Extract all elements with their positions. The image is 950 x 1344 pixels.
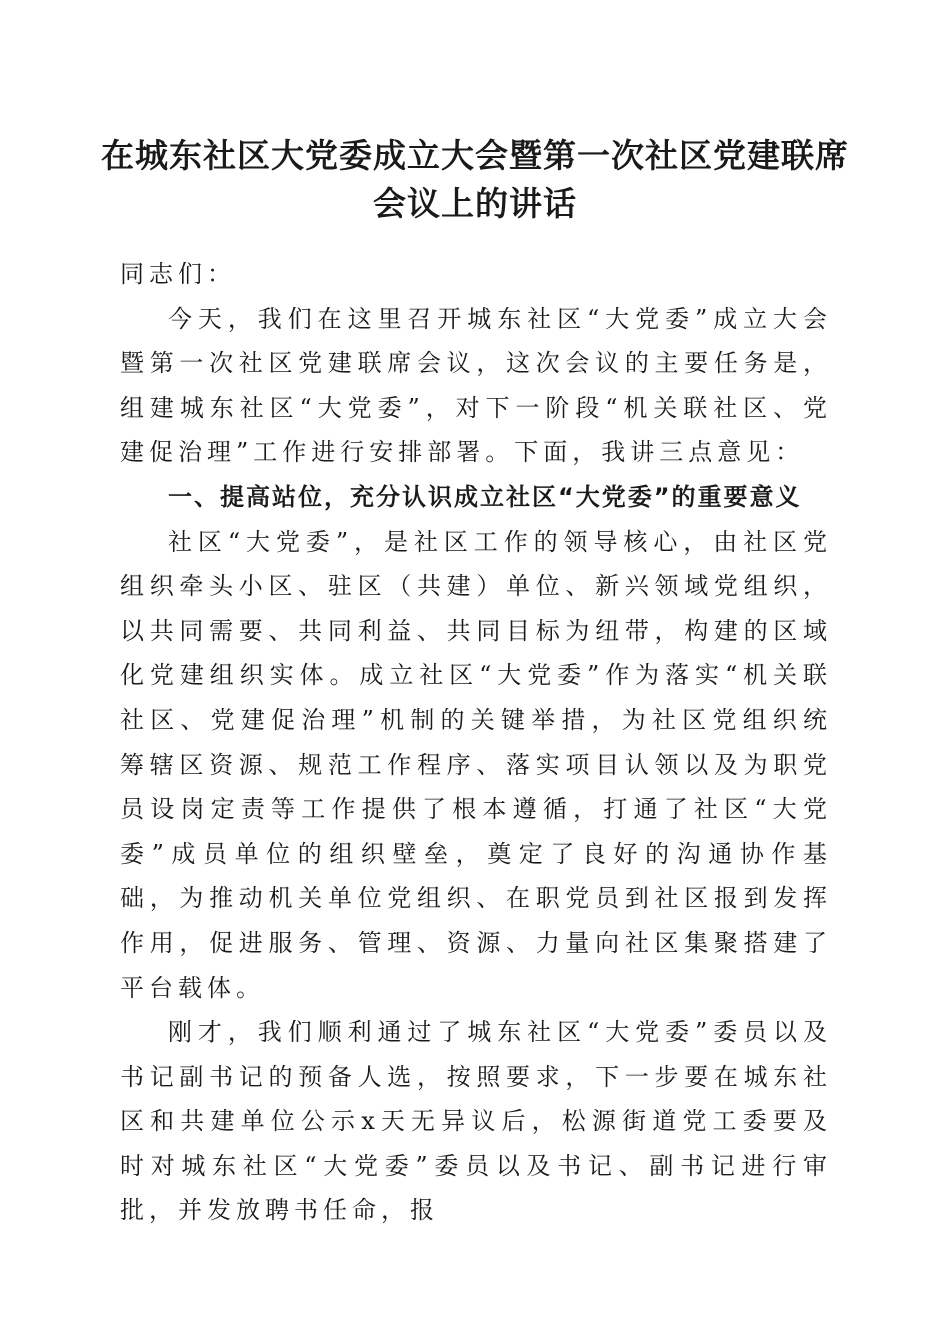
paragraph-opening: 今天，我们在这里召开城东社区“大党委”成立大会暨第一次社区党建联席会议，这次会议的主要任务是，组建城东社区“大党委”，对下一阶段“机关联社区、党建促治理”工作进行安排部署。下面，我讲三点意见： [120, 304, 832, 467]
document-body [120, 252, 832, 1233]
document-title: 在城东社区大党委成立大会暨第一次社区党建联席会议上的讲话 [101, 136, 849, 223]
paragraph-next-steps: 刚才，我们顺利通过了城东社区“大党委”委员以及书记副书记的预备人选，按照要求，下一步要在城东社区和共建单位公示x天无异议后，松源街道党工委要及时对城东社区“大党委”委员以及书记、副书记进行审批，并发放聘书任命，报 [120, 1018, 832, 1225]
paragraph-significance: 社区“大党委”，是社区工作的领导核心，由社区党组织牵头小区、驻区（共建）单位、新兴领域党组织，以共同需要、共同利益、共同目标为纽带，构建的区域化党建组织实体。成立社区“大党委”作为落实“机关联社区、党建促治理”机制的关键举措，为社区党组织统筹辖区资源、规范工作程序、落实项目认领以及为职党员设岗定责等工作提供了根本遵循，打通了社区“大党委”成员单位的组织壁垒，奠定了良好的沟通协作基础，为推动机关单位党组织、在职党员到社区报到发挥作用，促进服务、管理、资源、力量向社区集聚搭建了平台载体。 [120, 527, 832, 1002]
section-heading-1: 一、提高站位，充分认识成立社区“大党委”的重要意义 [168, 482, 802, 511]
salutation: 同志们： [120, 260, 236, 288]
